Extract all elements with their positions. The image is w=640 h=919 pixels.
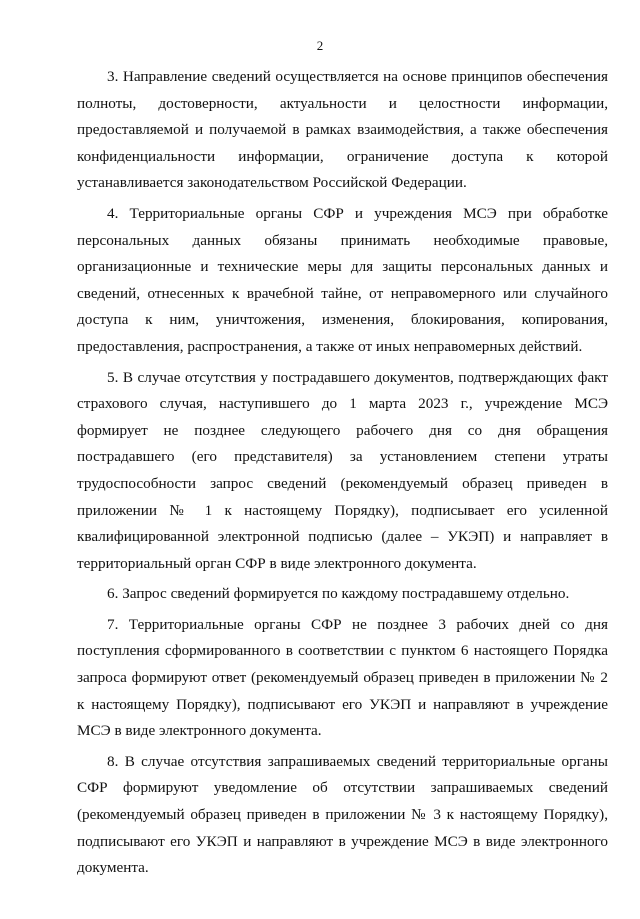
paragraph-5: 5. В случае отсутствия у пострадавшего документов, подтверждающих факт страхового случая, наступившего до 1 марта 2023 г., учреждение МСЭ формирует не позднее следующего рабочего дня со дня обращения пострадавшего (его представителя) за установлением степени утраты трудоспособности запрос сведений (рекомендуемый образец приведен в приложении № 1 к настоящему Порядку), подписывает его усиленной квалифицированной электронной подписью (далее – УКЭП) и направляет в территориальный орган СФР в виде электронного документа. (77, 368, 608, 572)
paragraph-4: 4. Территориальные органы СФР и учреждения МСЭ при обработке персональных данных обязаны принимать необходимые правовые, организационные и технические меры для защиты персональных данных и сведений, отнесенных к врачебной тайне, от неправомерного или случайного доступа к ним, уничтожения, изменения, блокирования, копирования, предоставления, распространения, а также от иных неправомерных действий. (77, 204, 608, 355)
paragraph-3: 3. Направление сведений осуществляется на основе принципов обеспечения полноты, достоверности, актуальности и целостности информации, предоставляемой и получаемой в рамках взаимодействия, а также обеспечения конфиденциальности информации, ограничение доступа к которой устанавливается законодательством Российской Федерации. (77, 68, 608, 192)
page-number: 2 (316, 38, 324, 53)
paragraph-7: 7. Территориальные органы СФР не позднее 3 рабочих дней со дня поступления сформированного в соответствии с пунктом 6 настоящего Порядка запроса формируют ответ (рекомендуемый образец приведен в приложении № 2 к настоящему Порядку), подписывают его УКЭП и направляют в учреждение МСЭ в виде электронного документа. (77, 615, 608, 740)
paragraph-6: 6. Запрос сведений формируется по каждому пострадавшему отдельно. (107, 585, 570, 603)
paragraph-8: 8. В случае отсутствия запрашиваемых сведений территориальные органы СФР формируют уведомление об отсутствии запрашиваемых сведений (рекомендуемый образец приведен в приложении № 3 к настоящему Порядку), подписывают его УКЭП и направляют в учреждение МСЭ в виде электронного документа. (77, 752, 608, 877)
document-body (77, 64, 608, 886)
